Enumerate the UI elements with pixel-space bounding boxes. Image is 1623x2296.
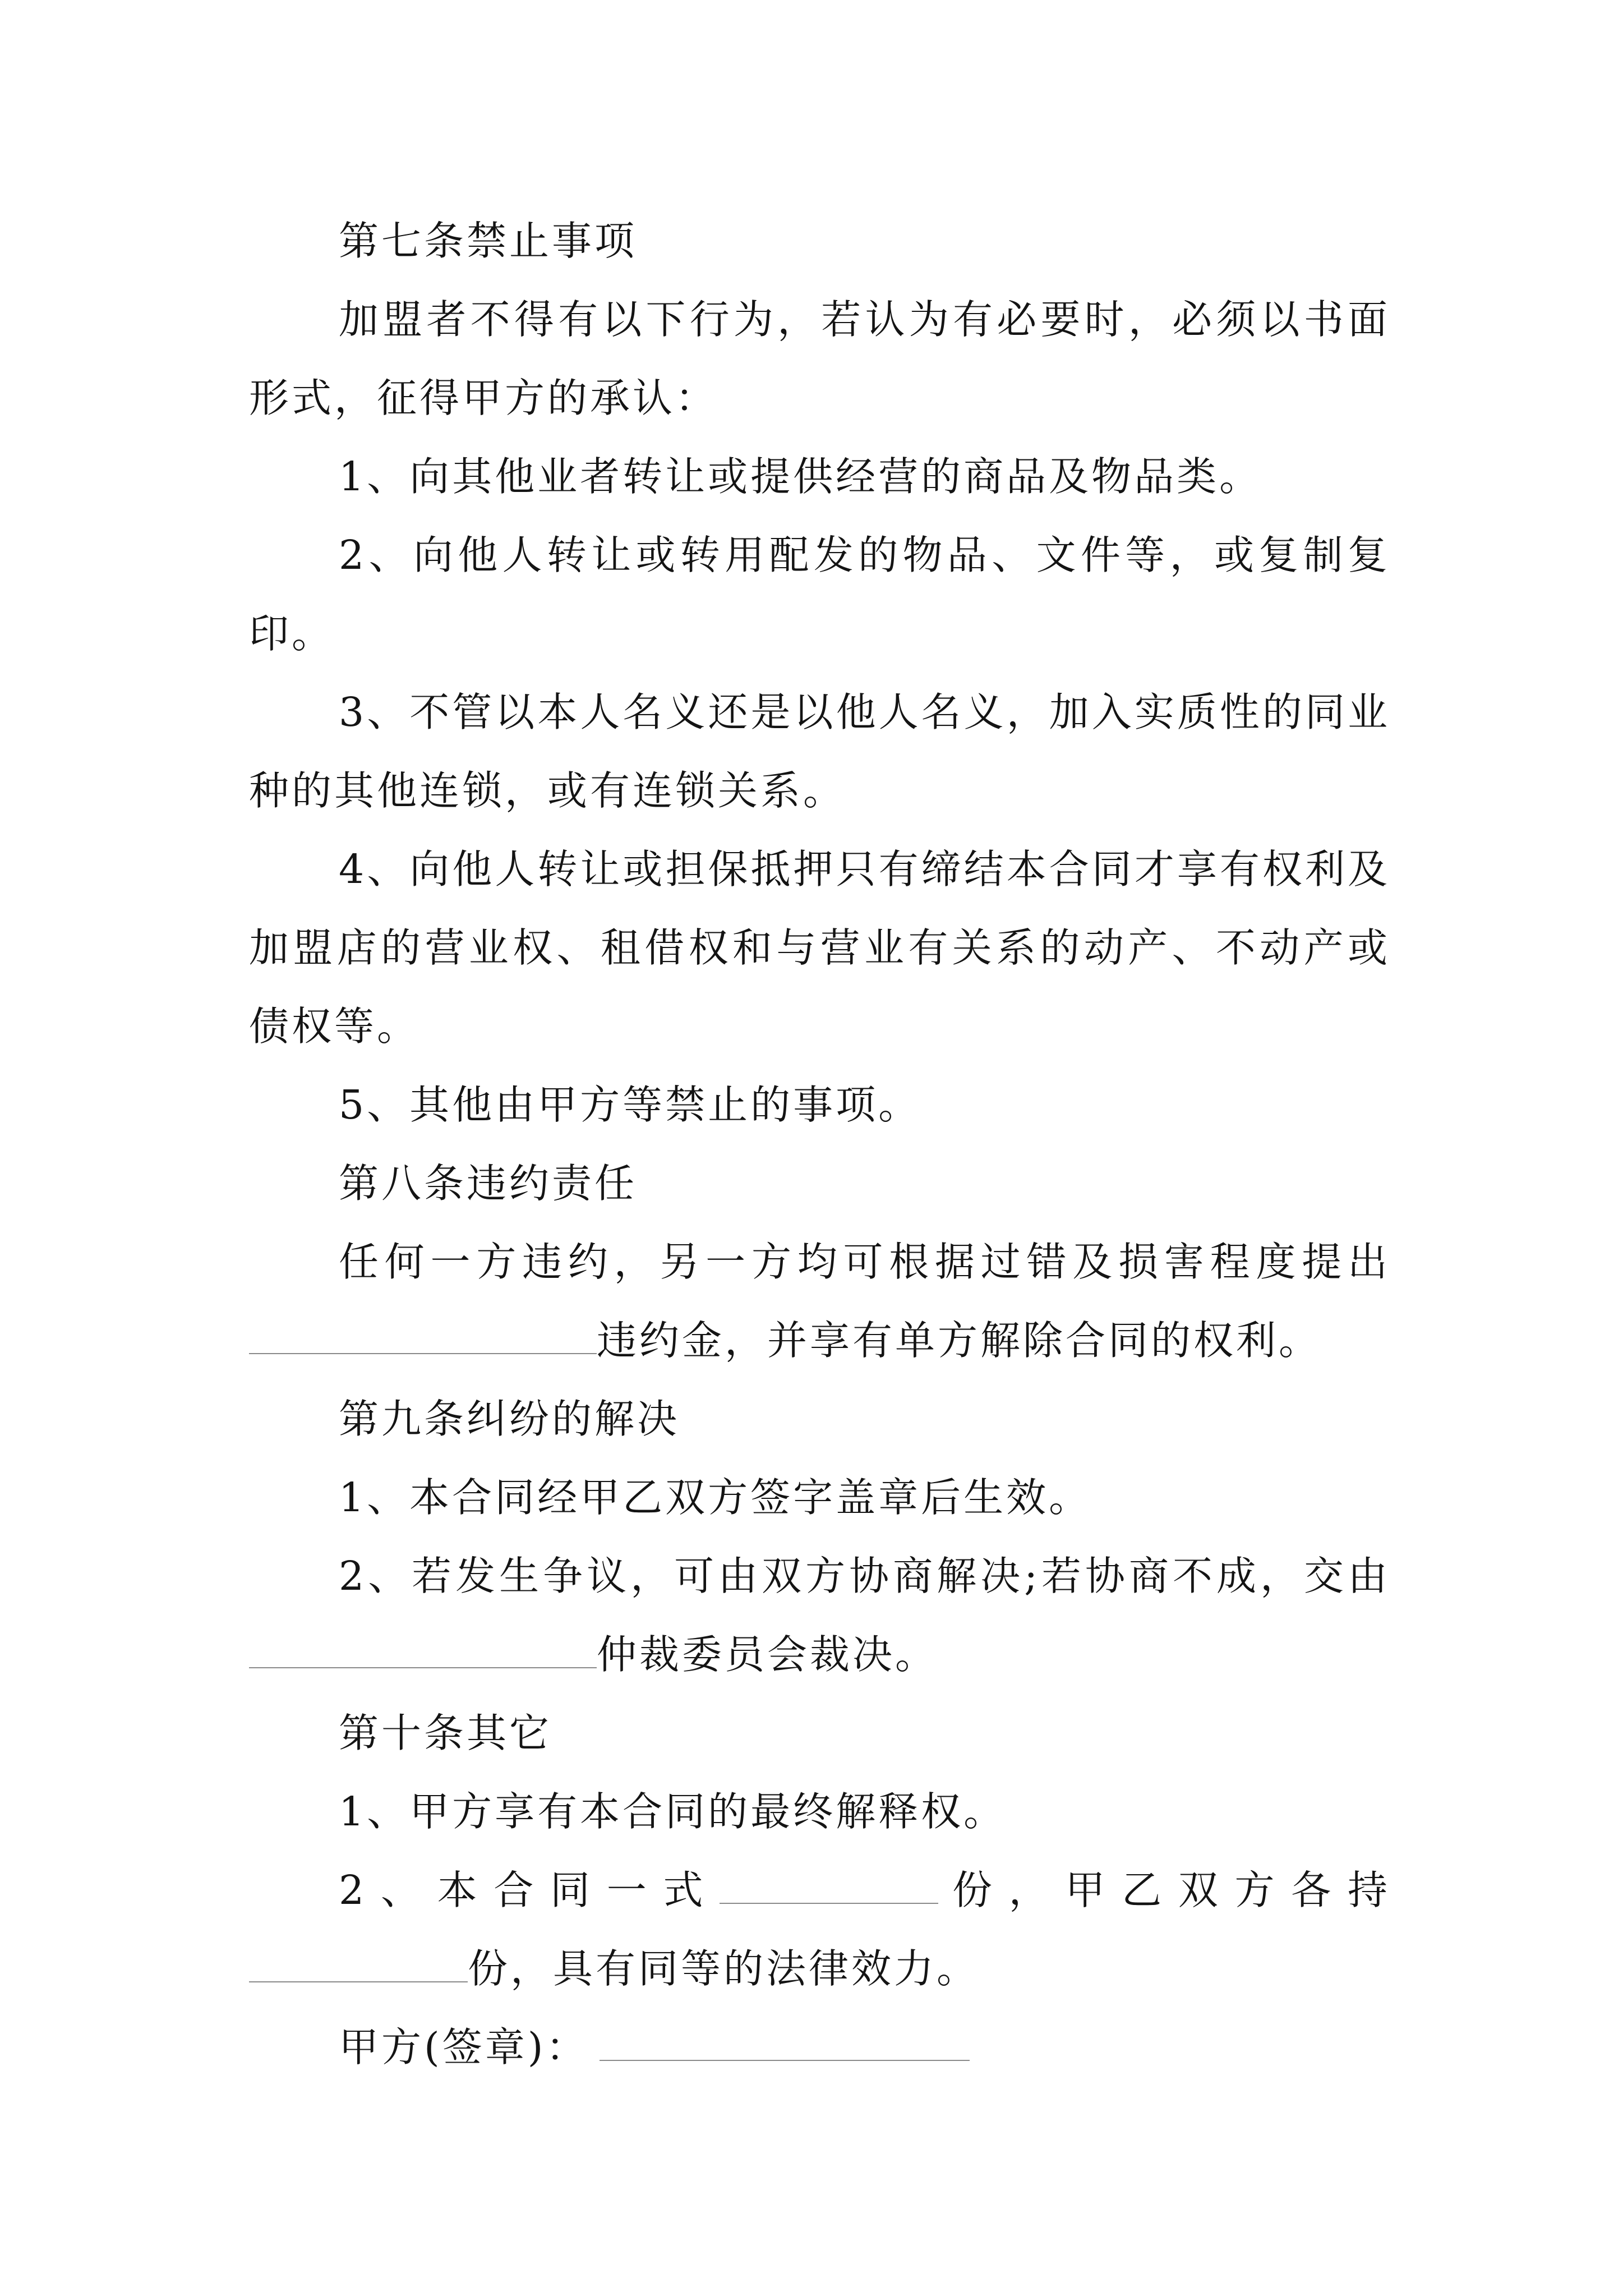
article-9-item-2-after: 仲裁委员会裁决。: [597, 1631, 938, 1678]
copies-total-blank[interactable]: [720, 1856, 938, 1904]
article-9-item-2: [249, 1537, 1390, 1694]
party-a-signature-blank[interactable]: [600, 2013, 970, 2061]
copies-each-blank[interactable]: [249, 1934, 468, 1982]
article-10-title: 第十条其它: [339, 1710, 552, 1756]
article-10-item-2-part3: 份，具有同等的法律效力。: [468, 1945, 980, 1992]
article-7-item-2: 2、向他人转让或转用配发的物品、文件等，或复制复印。: [249, 532, 1390, 657]
article-10-item-2-part2: 份，甲乙双方各持: [938, 1867, 1390, 1913]
article-8-text-after: 违约金，并享有单方解除合同的权利。: [597, 1317, 1322, 1364]
article-9-title: 第九条纠纷的解决: [339, 1396, 680, 1442]
party-a-signature-line: [249, 2008, 1390, 2087]
article-10-item-2: [249, 1851, 1390, 2008]
article-8-text: [249, 1223, 1390, 1380]
arbitration-commission-blank[interactable]: [249, 1620, 597, 1668]
article-9-item-2-before: 2、若发生争议，可由双方协商解决;若协商不成，交由: [339, 1553, 1390, 1599]
article-9-item-1: 1、本合同经甲乙双方签字盖章后生效。: [339, 1474, 1092, 1521]
article-10-item-1: 1、甲方享有本合同的最终解释权。: [339, 1788, 1007, 1835]
document-body: [249, 202, 1390, 2087]
article-7-item-4: 4、向他人转让或担保抵押只有缔结本合同才享有权利及加盟店的营业权、租借权和与营业有关系的动产、不动产或债权等。: [249, 846, 1390, 1050]
article-8-text-before: 任何一方违约，另一方均可根据过错及损害程度提出: [339, 1239, 1390, 1285]
article-7-item-1: 1、向其他业者转让或提供经营的商品及物品类。: [339, 453, 1262, 500]
article-8-title: 第八条违约责任: [339, 1160, 638, 1207]
article-10-item-2-part1: 2、本合同一式: [339, 1867, 720, 1913]
penalty-amount-blank[interactable]: [249, 1306, 597, 1354]
article-7-title: 第七条禁止事项: [339, 218, 638, 264]
party-a-signature-label: 甲方(签章)：: [339, 2024, 589, 2070]
article-7-item-5: 5、其他由甲方等禁止的事项。: [339, 1082, 921, 1128]
article-7-intro: 加盟者不得有以下行为，若认为有必要时，必须以书面形式，征得甲方的承认：: [249, 296, 1390, 421]
article-7-item-3: 3、不管以本人名义还是以他人名义，加入实质性的同业种的其他连锁，或有连锁关系。: [249, 689, 1390, 814]
